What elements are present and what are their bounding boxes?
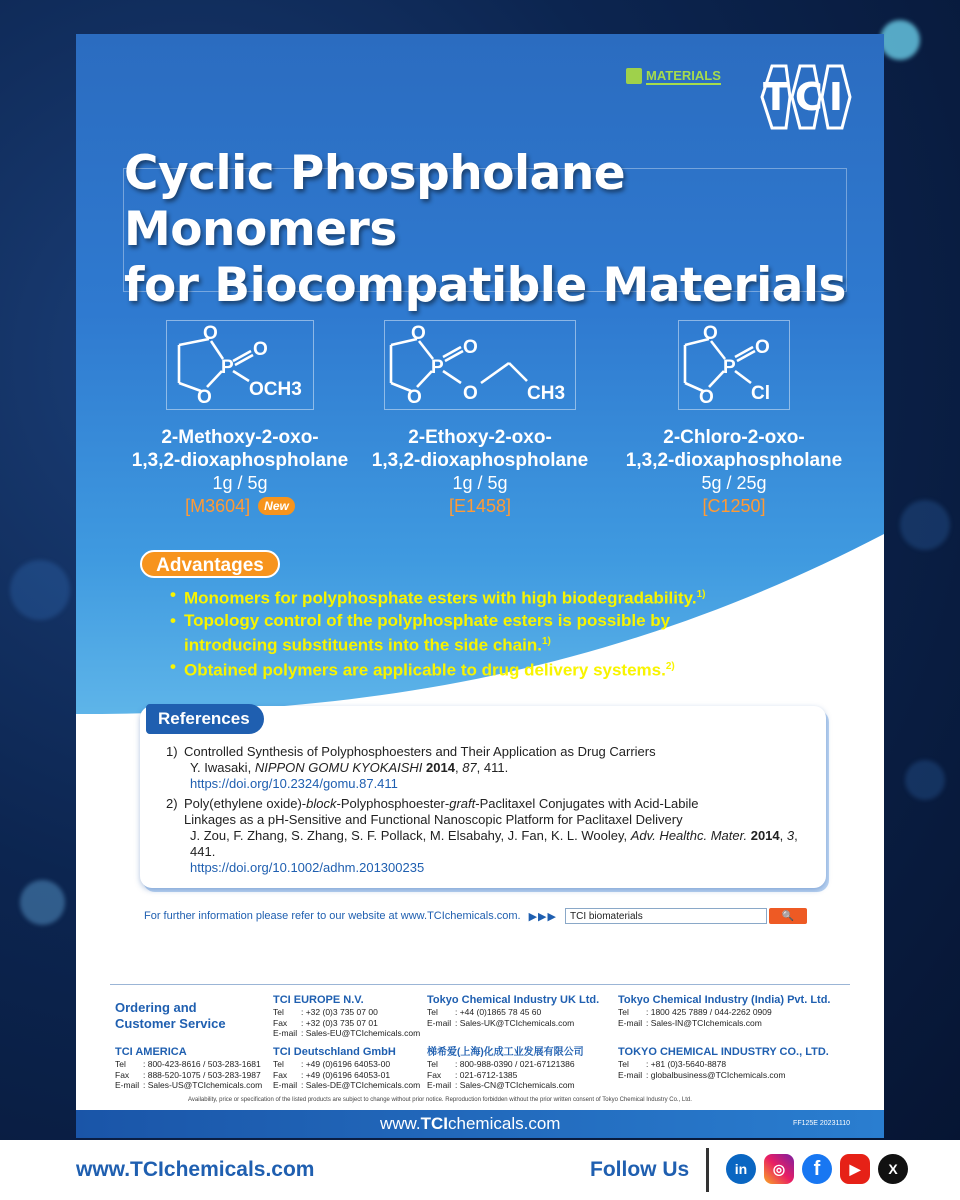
product-flyer [76, 34, 884, 1138]
tci-logo [756, 64, 856, 130]
structure-ethoxy [384, 320, 576, 410]
bokeh-light [900, 500, 950, 550]
references-heading: References [146, 704, 264, 734]
youtube-icon[interactable]: ▶ [840, 1154, 870, 1184]
structure-chloro [678, 320, 790, 410]
svg-text:O: O [253, 339, 268, 360]
contact-india: Tokyo Chemical Industry (India) Pvt. Ltd. Tel : 1800 425 7889 / 044-2262 0909 E-mail : Sales-IN@TCIchemicals.com [618, 994, 831, 1028]
bokeh-light [905, 760, 945, 800]
follow-us-label: Follow Us [590, 1158, 690, 1181]
reference-link[interactable]: https://doi.org/10.1002/adhm.201300235 [190, 860, 425, 875]
bottom-bar [0, 1140, 960, 1200]
bokeh-light [20, 880, 65, 925]
title-line-2: for Biocompatible Materials [124, 258, 846, 313]
contact-japan: TOKYO CHEMICAL INDUSTRY CO., LTD. Tel : +81 (0)3-5640-8878 E-mail : globalbusiness@TCIchemicals.com [618, 1046, 829, 1080]
facebook-icon[interactable]: f [802, 1154, 832, 1184]
materials-label: MATERIALS [646, 67, 721, 83]
contact-europe: TCI EUROPE N.V. Tel : +32 (0)3 735 07 00 Fax : +32 (0)3 735 07 01 E-mail : Sales-EU@TCIchemicals.com [273, 994, 421, 1038]
svg-text:O: O [463, 337, 478, 358]
compound-name: 2-Methoxy-2-oxo- 1,3,2-dioxaphospholane [131, 427, 349, 471]
compound-name: 2-Ethoxy-2-oxo- 1,3,2-dioxaphospholane [371, 427, 589, 471]
svg-text:O: O [197, 387, 212, 408]
structure-methoxy [166, 320, 314, 410]
contact-uk: Tokyo Chemical Industry UK Ltd. Tel : +44 (0)1865 78 45 60 E-mail : Sales-UK@TCIchemicals.com [427, 994, 600, 1028]
svg-text:O: O [703, 323, 718, 344]
svg-text:O: O [463, 383, 478, 404]
advantage-item: • Obtained polymers are applicable to drug delivery systems.$^{2)}$ [170, 656, 850, 681]
svg-text:O: O [755, 337, 770, 358]
compound-code-row [185, 494, 295, 518]
advantages-heading: Advantages [140, 550, 280, 578]
reference-item: 1) Controlled Synthesis of Polyphosphoesters and Their Application as Drug Carriers Y. Iwasaki, NIPPON GOMU KYOKAISHI 2014, 87, 411. https://doi.org/10.2324/gomu.87.411 [166, 744, 816, 792]
arrows-icon: ▶▶▶ [528, 910, 557, 923]
svg-text:P: P [221, 357, 234, 378]
bokeh-light [10, 560, 70, 620]
product-code[interactable]: [E1458] [448, 496, 512, 516]
new-badge: New [258, 497, 295, 515]
compound-methoxy [120, 320, 360, 518]
compound-quantity: 1g / 5g [212, 473, 268, 493]
materials-icon [626, 68, 642, 84]
footer-divider [110, 984, 850, 985]
info-text: For further information please refer to our website at www.TCIchemicals.com. [144, 910, 521, 922]
product-code[interactable]: [C1250] [702, 496, 766, 516]
svg-text:O: O [699, 387, 714, 408]
flyer-footer-bar [76, 1110, 884, 1138]
x-icon[interactable]: X [878, 1154, 908, 1184]
svg-text:P: P [723, 357, 736, 378]
search-button[interactable]: 🔍 [769, 908, 807, 924]
follow-divider [706, 1148, 709, 1192]
ordering-heading: Ordering and Customer Service [115, 1000, 226, 1031]
materials-badge [626, 66, 721, 86]
title-line-1: Cyclic Phospholane Monomers [124, 146, 626, 257]
info-line [144, 908, 807, 924]
svg-text:P: P [431, 357, 444, 378]
compound-code-row [449, 494, 511, 518]
compound-name: 2-Chloro-2-oxo- 1,3,2-dioxaphospholane [625, 427, 843, 471]
document-code: FF125E 20231110 [793, 1120, 850, 1127]
svg-text:CH3: CH3 [527, 383, 566, 404]
svg-text:Cl: Cl [751, 383, 770, 404]
compound-quantity: 1g / 5g [452, 473, 508, 493]
advantage-item: • Topology control of the polyphosphate esters is possible by introducing substituents into the side chain.$^{1)}$ [170, 610, 850, 656]
title-box [123, 146, 847, 313]
compound-chloro [614, 320, 854, 518]
svg-text:O: O [411, 323, 426, 344]
advantage-item: • Monomers for polyphosphate esters with high biodegradability.$^{1)}$ [170, 584, 850, 609]
compound-ethoxy [360, 320, 600, 518]
svg-text:O: O [407, 387, 422, 408]
svg-text:O: O [203, 323, 218, 344]
svg-text:TCI: TCI [763, 75, 849, 119]
contact-america: TCI AMERICA Tel : 800-423-8616 / 503-283-1681 Fax : 888-520-1075 / 503-283-1987 E-mail : Sales-US@TCIchemicals.com [115, 1046, 263, 1090]
advantages-list [170, 584, 850, 682]
bokeh-light [880, 20, 920, 60]
disclaimer: Availability, price or specification of the listed products are subject to change without prior notice. Reproduction forbidden without the prior written consent of Tokyo Chemical Industry Co., Ltd. [188, 1097, 692, 1103]
compound-code-row [702, 494, 765, 518]
reference-item: 2) Poly(ethylene oxide)-block-Polyphosphoester-graft-Paclitaxel Conjugates with Acid-Labile Linkages as a pH-Sensitive and Functional Nanoscopic Platform for Paclitaxel Delivery J. Zou, F. Zhang, S. Zhang, S. F. Pollack, M. Elsabahy, J. Fan, K. L. Wooley, Adv. Healthc. Mater. 2014, 3, 441. https://doi.org/10.1002/adhm.201300235 [166, 796, 816, 876]
compound-quantity: 5g / 25g [701, 473, 767, 493]
references-card [140, 706, 826, 888]
instagram-icon[interactable]: ◎ [764, 1154, 794, 1184]
linkedin-icon[interactable]: in [726, 1154, 756, 1184]
reference-link[interactable]: https://doi.org/10.2324/gomu.87.411 [190, 776, 398, 791]
flyer-url[interactable]: www.TCIchemicals.com [380, 1114, 561, 1133]
contact-deutschland: TCI Deutschland GmbH Tel : +49 (0)6196 64053-00 Fax : +49 (0)6196 64053-01 E-mail : Sales-DE@TCIchemicals.com [273, 1046, 421, 1090]
contact-china: 梯希爱(上海)化成工业发展有限公司 Tel : 800-988-0390 / 021-67121386 Fax : 021-6712-1385 E-mail : Sales-CN@TCIchemicals.com [427, 1047, 584, 1090]
website-link[interactable]: www.TCIchemicals.com [76, 1158, 315, 1181]
svg-text:OCH3: OCH3 [249, 379, 302, 400]
product-code[interactable]: [M3604] [185, 496, 251, 516]
search-input[interactable]: TCI biomaterials [565, 908, 767, 924]
